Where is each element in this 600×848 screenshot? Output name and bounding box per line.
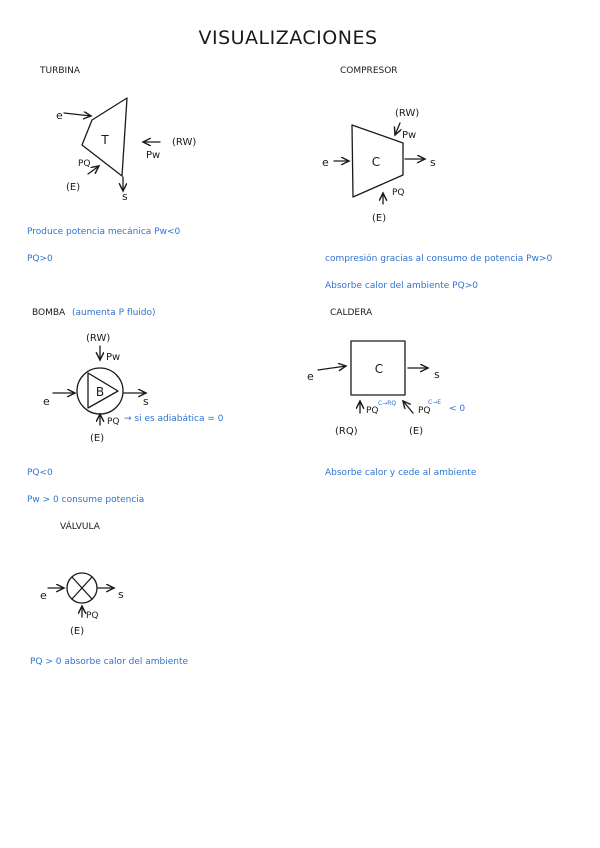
turbine-inlet-label: e [56, 109, 63, 122]
compresor-heading: COMPRESOR [340, 66, 398, 76]
boiler-heat-out-arrow [403, 401, 413, 413]
valve-heat-source: (E) [70, 626, 85, 637]
bomba-heading: BOMBA [32, 308, 66, 318]
pump-heat-symbol: PQ [107, 417, 120, 427]
compresor-note-2: Absorbe calor del ambiente PQ>0 [325, 281, 478, 291]
turbina-section [27, 66, 196, 264]
pump-outlet-label: s [143, 395, 149, 408]
boiler-source-right: (E) [409, 426, 424, 437]
turbina-note-2: PQ>0 [27, 254, 53, 264]
bomba-side-note: → si es adiabática = 0 [124, 414, 224, 424]
bomba-heading-note: (aumenta P fluido) [72, 308, 156, 318]
compresor-note-1: compresión gracias al consumo de potencia Pw>0 [325, 254, 553, 264]
pump-inlet-label: e [43, 395, 50, 408]
caldera-heading: CALDERA [330, 308, 373, 318]
turbina-heading: TURBINA [40, 66, 81, 76]
valve-inlet-label: e [40, 589, 47, 602]
compressor-heat-source: (E) [372, 213, 387, 224]
pump-heat-source: (E) [90, 433, 105, 444]
bomba-note-2: Pw > 0 consume potencia [27, 495, 145, 505]
compressor-inlet-label: e [322, 156, 329, 169]
pump-work-source: (RW) [86, 333, 111, 344]
boiler-heat-out-symbol: PQ [418, 406, 431, 416]
compressor-work-source: (RW) [395, 108, 420, 119]
caldera-note-1: Absorbe calor y cede al ambiente [325, 468, 477, 478]
valve-cross [72, 577, 92, 599]
bomba-note-1: PQ<0 [27, 468, 53, 478]
compressor-heat-symbol: PQ [392, 188, 405, 198]
valve-outlet-label: s [118, 588, 124, 601]
boiler-heat-in-superscript: C→RQ [378, 400, 397, 407]
boiler-heat-in-symbol: PQ [366, 406, 379, 416]
valvula-section [30, 520, 189, 667]
boiler-inlet-arrow [318, 366, 346, 370]
boiler-symbol: C [374, 362, 384, 376]
bomba-section [27, 308, 224, 505]
boiler-source-left: (RQ) [335, 426, 358, 437]
compressor-symbol: C [371, 155, 381, 169]
boiler-heat-out-superscript: C→E [428, 399, 442, 406]
valvula-note-1: PQ > 0 absorbe calor del ambiente [30, 657, 189, 667]
turbine-inlet-arrow [64, 113, 91, 116]
turbine-work-source: (RW) [172, 137, 197, 148]
valvula-heading: VÁLVULA [60, 522, 100, 532]
boiler-outlet-label: s [434, 368, 440, 381]
valve-heat-symbol: PQ [86, 611, 99, 621]
caldera-section [307, 308, 477, 478]
turbine-symbol: T [101, 133, 109, 147]
turbine-work-symbol: Pw [146, 150, 161, 161]
turbine-outlet-label: s [122, 190, 128, 203]
boiler-inlet-label: e [307, 370, 314, 383]
compressor-outlet-label: s [430, 156, 436, 169]
pump-symbol: B [95, 385, 105, 399]
turbine-heat-source: (E) [66, 182, 81, 193]
page-title: VISUALIZACIONES [198, 27, 378, 49]
pump-work-symbol: Pw [106, 352, 121, 363]
turbine-heat-symbol: PQ [78, 159, 91, 169]
turbina-note-1: Produce potencia mecánica Pw<0 [27, 227, 181, 237]
compresor-section [322, 66, 552, 291]
compressor-work-symbol: Pw [402, 130, 417, 141]
boiler-heat-out-sign: < 0 [449, 404, 466, 414]
compressor-work-arrow [395, 123, 400, 135]
